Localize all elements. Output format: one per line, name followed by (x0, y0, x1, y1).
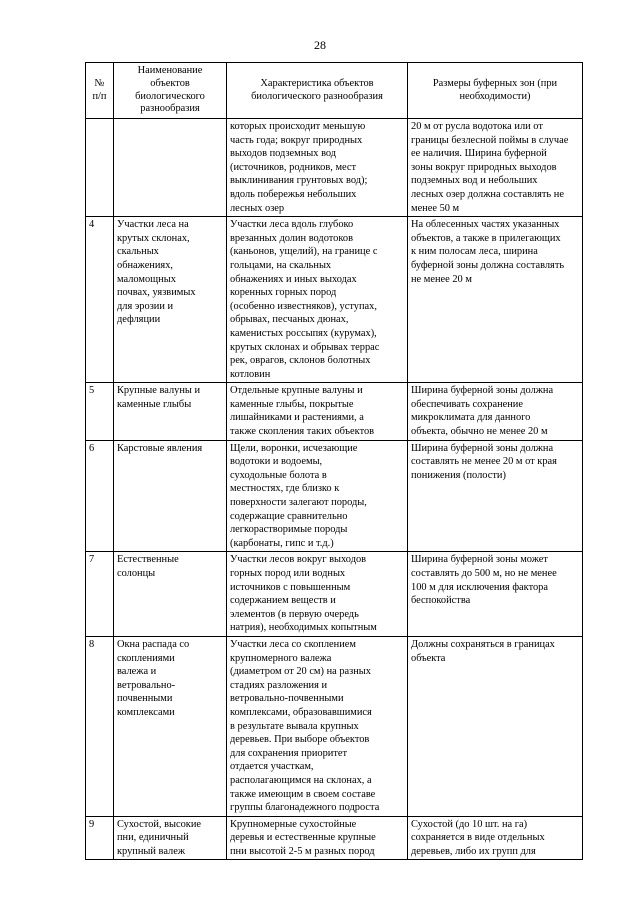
header-characteristic: Характеристика объектов биологического разнообразия (227, 63, 408, 119)
row-characteristic: Участки леса вдоль глубоко врезанных долин водотоков (каньонов, ущелий), на границе с гольцами, на скальных обнажениях и иных выходах коренных горных пород (особенно известняков), уступах, обрывах, песчаных дюнах, каменистых россыпях (курумах), крутых склонах и обрывах террас рек, оврагов, склонов болотных котловин (227, 217, 408, 383)
row-object-name: Окна распада со скоплениями валежа и ветровально- почвенными комплексами (114, 636, 227, 816)
row-buffer-zone: На облесенных частях указанных объектов, а также в прилегающих к ним полосам леса, ширина буферной зоны должна составлять не менее 20 м (408, 217, 583, 383)
row-buffer-zone: Должны сохраняться в границах объекта (408, 636, 583, 816)
row-object-name: Сухостой, высокие пни, единичный крупный валеж (114, 816, 227, 860)
biodiversity-table (85, 62, 583, 860)
table-row (86, 440, 583, 552)
row-buffer-zone: Ширина буферной зоны может составлять до 500 м, но не менее 100 м для исключения фактора беспокойства (408, 552, 583, 637)
row-number (86, 119, 114, 217)
header-buffer-zone: Размеры буферных зон (при необходимости) (408, 63, 583, 119)
row-number: 9 (86, 816, 114, 860)
row-characteristic: Щели, воронки, исчезающие водотоки и водоемы, суходольные болота в местностях, где близко к поверхности залегают породы, содержащие сравнительно легкорастворимые породы (карбонаты, гипс и т.д.) (227, 440, 408, 552)
row-object-name (114, 119, 227, 217)
row-number: 5 (86, 383, 114, 440)
row-number: 4 (86, 217, 114, 383)
header-object-name: Наименование объектов биологического разнообразия (114, 63, 227, 119)
table-row (86, 383, 583, 440)
table-header-row (86, 63, 583, 119)
row-characteristic: Участки леса со скоплением крупномерного валежа (диаметром от 20 см) на разных стадиях разложения и ветровально-почвенными комплексами, образовавшимися в результате вывала крупных деревьев. При выборе объектов для сохранения приоритет отдается участкам, располагающимся на склонах, а также имеющим в своем составе группы благонадежного подроста (227, 636, 408, 816)
row-characteristic: Крупномерные сухостойные деревья и естественные крупные пни высотой 2-5 м разных пород (227, 816, 408, 860)
table-row (86, 552, 583, 637)
row-number: 6 (86, 440, 114, 552)
page-number: 28 (314, 38, 326, 52)
row-buffer-zone: Сухостой (до 10 шт. на га) сохраняется в виде отдельных деревьев, либо их групп для (408, 816, 583, 860)
row-object-name: Крупные валуны и каменные глыбы (114, 383, 227, 440)
row-object-name: Естественные солонцы (114, 552, 227, 637)
table-row (86, 217, 583, 383)
row-buffer-zone: 20 м от русла водотока или от границы безлесной поймы в случае ее наличия. Ширина буферной зоны вокруг природных выходов подземных вод и небольших лесных озер должна составлять не менее 50 м (408, 119, 583, 217)
row-characteristic: которых происходит меньшую часть года; вокруг природных выходов подземных вод (источников, родников, мест выклинивания грунтовых вод); вдоль побережья небольших лесных озер (227, 119, 408, 217)
table-row (86, 636, 583, 816)
table-row (86, 119, 583, 217)
row-object-name: Карстовые явления (114, 440, 227, 552)
row-characteristic: Отдельные крупные валуны и каменные глыбы, покрытые лишайниками и растениями, а также скопления таких объектов (227, 383, 408, 440)
row-object-name: Участки леса на крутых склонах, скальных обнажениях, маломощных почвах, уязвимых для эрозии и дефляции (114, 217, 227, 383)
row-number: 7 (86, 552, 114, 637)
table-row (86, 816, 583, 860)
row-characteristic: Участки лесов вокруг выходов горных пород или водных источников с повышенным содержанием веществ и элементов (в первую очередь натрия), необходимых копытным (227, 552, 408, 637)
row-buffer-zone: Ширина буферной зоны должна составлять не менее 20 м от края понижения (полости) (408, 440, 583, 552)
row-buffer-zone: Ширина буферной зоны должна обеспечивать сохранение микроклимата для данного объекта, обычно не менее 20 м (408, 383, 583, 440)
row-number: 8 (86, 636, 114, 816)
header-number: № п/п (86, 63, 114, 119)
